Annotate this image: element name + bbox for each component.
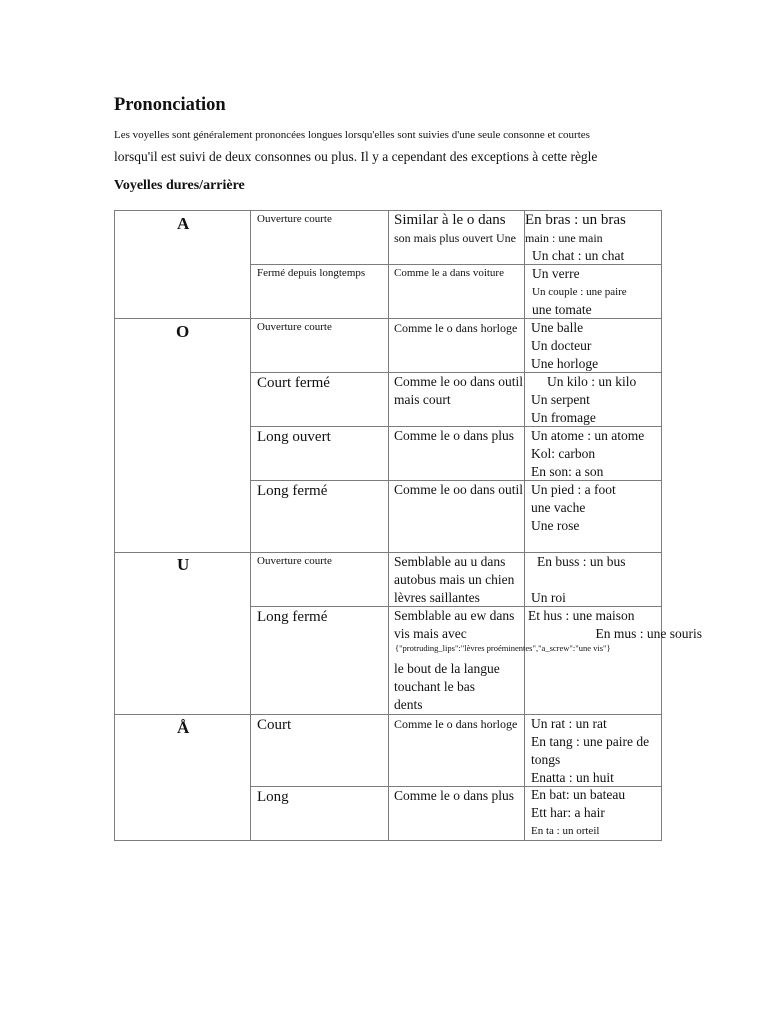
sound-type: Ouverture courte: [257, 555, 332, 567]
table-border: [250, 210, 251, 841]
table-border: [524, 210, 525, 841]
sound-description: Comme le o dans horloge: [394, 321, 518, 335]
sound-description: Comme le o dans horloge: [394, 717, 518, 731]
sound-type: Long: [257, 789, 289, 805]
sound-type: Long fermé: [257, 483, 328, 499]
vowel-label: U: [177, 555, 190, 574]
sound-description: Comme le o dans plus: [394, 788, 514, 803]
sound-description: Comme le oo dans outil: [394, 482, 523, 497]
sound-type: Court fermé: [257, 375, 330, 391]
sound-description: Comme le o dans plus: [394, 428, 514, 443]
page-title: Prononciation: [114, 95, 226, 115]
sound-description: Comme le oo dans outil mais court: [394, 374, 523, 407]
sound-description: Similar à le o dans son mais plus ouvert Une: [394, 212, 516, 245]
sound-description: Semblable au ew dans vis mais avec: [394, 608, 515, 641]
sound-type: Long fermé: [257, 609, 328, 625]
json-note: {"protruding_lips":"lèvres proéminentes","a_screw":"une vis"}: [395, 643, 611, 653]
examples: Un atome : un atome Kol: carbon En son: a son: [531, 428, 645, 479]
table-border: [114, 210, 115, 841]
table-border: [388, 210, 389, 841]
intro-line-1: Les voyelles sont généralement prononcées longues lorsqu'elles sont suivies d'une seule consonne et courtes: [114, 129, 590, 141]
sound-type: Fermé depuis longtemps: [257, 267, 366, 279]
sound-type: Ouverture courte: [257, 213, 332, 225]
examples: Et hus : une maison En mus : une souris: [528, 608, 702, 641]
examples: Un verre Un couple : une paire une tomate: [532, 266, 627, 317]
sound-type: Court: [257, 717, 292, 733]
section-heading: Voyelles dures/arrière: [114, 178, 245, 193]
examples: Un kilo : un kilo Un serpent Un fromage: [531, 374, 637, 425]
examples: En buss : un bus Un roi: [531, 554, 626, 605]
vowel-label: Å: [177, 718, 190, 737]
sound-description: Semblable au u dans autobus mais un chien lèvres saillantes: [394, 554, 515, 605]
sound-description-continued: le bout de la langue touchant le bas dents: [394, 661, 500, 712]
examples: Un rat : un rat En tang : une paire de tongs Enatta : un huit: [531, 716, 650, 785]
sound-type: Long ouvert: [257, 429, 331, 445]
vowel-label: A: [177, 214, 190, 233]
vowel-label: O: [176, 322, 190, 341]
examples: Un pied : a foot une vache Une rose: [531, 482, 616, 533]
sound-description: Comme le a dans voiture: [394, 267, 504, 279]
intro-line-2: lorsqu'il est suivi de deux consonnes ou plus. Il y a cependant des exceptions à cette règle: [114, 149, 598, 164]
sound-type: Ouverture courte: [257, 321, 332, 333]
examples: Une balle Un docteur Une horloge: [531, 320, 599, 371]
examples: En bat: un bateau Ett har: a hair En ta : un orteil: [531, 787, 626, 837]
examples: En bras : un bras main : une main Un chat : un chat: [525, 212, 626, 263]
